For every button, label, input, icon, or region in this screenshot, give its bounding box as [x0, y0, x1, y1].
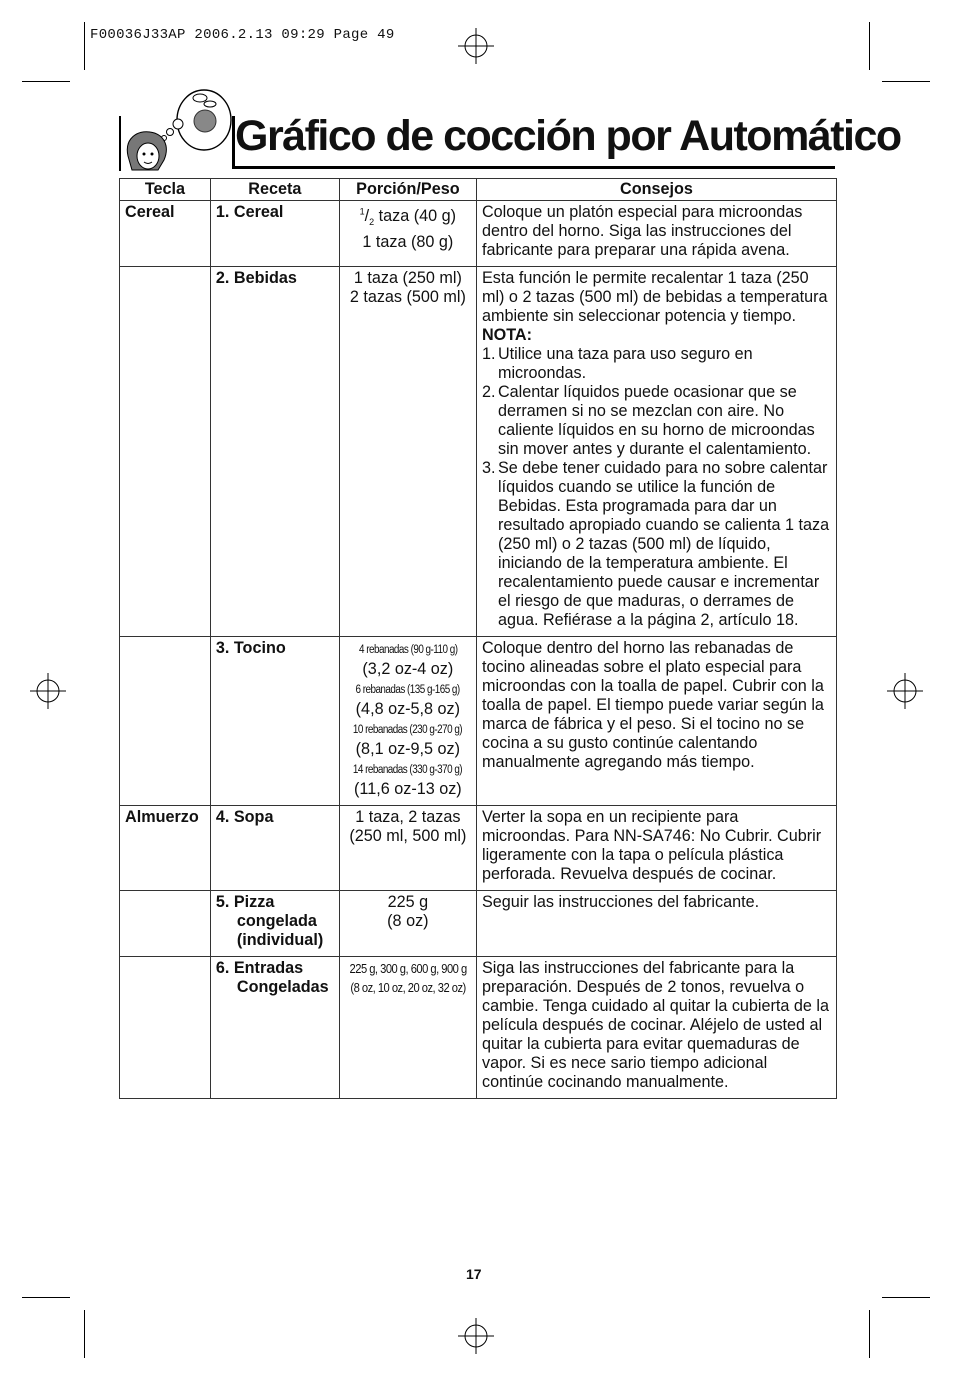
receta-line: 5. Pizza: [215, 893, 275, 911]
crop-mark: [84, 1310, 85, 1358]
porcion-tocino: [339, 637, 476, 806]
consejos-pizza: Seguir las instrucciones del fabricante.: [476, 891, 836, 957]
receta-cereal: 1. Cereal: [210, 201, 339, 267]
crop-mark: [22, 81, 70, 82]
consejos-bebidas: [476, 267, 836, 637]
crop-mark: [22, 1297, 70, 1298]
table-row: [120, 637, 837, 806]
receta-line: congelada: [236, 912, 317, 930]
porcion-pizza: [339, 891, 476, 957]
table-header-row: [120, 179, 837, 201]
porcion-small: 4 rebanadas (90 g-110 g): [358, 644, 458, 656]
crop-mark: [84, 22, 85, 70]
consejos-tocino: Coloque dentro del horno las rebanadas de tocino alineadas sobre el plato especial para microondas con la toalla de papel. Cubrir con la toalla de papel. El tiempo puede variar según la marca de fábrica y el peso. Si el tocino no se cocina a su gusto continúe calentando manualmente agregando más tiempo.: [476, 637, 836, 806]
list-item: [482, 345, 831, 383]
porcion-line: 1 taza (250 ml): [353, 269, 462, 287]
header-receta: Receta: [210, 179, 339, 201]
chef-mascot-icon: [118, 86, 236, 178]
consejos-cereal: Coloque un platón especial para microondas dentro del horno. Siga las instrucciones del fabricante para preparar una rápida avena.: [476, 201, 836, 267]
receta-tocino: 3. Tocino: [210, 637, 339, 806]
header-consejos: Consejos: [476, 179, 836, 201]
porcion-line: (8,1 oz-9,5 oz): [355, 740, 461, 758]
porcion-small: 6 rebanadas (135 g-165 g): [355, 684, 460, 696]
tecla-cereal: Cereal: [120, 201, 211, 267]
crop-mark: [869, 22, 870, 70]
crop-mark: [882, 81, 930, 82]
table-row: [120, 267, 837, 637]
porcion-small: 10 rebanadas (230 g-270 g): [353, 724, 463, 736]
porcion-line: taza (40 g): [374, 207, 457, 226]
porcion-cereal: $^1/_2$ taza (40 g) 1 taza (80 g): [339, 201, 476, 267]
cooking-chart-table: [119, 178, 837, 1099]
header-porcion: Porción/Peso: [339, 179, 476, 201]
receta-sopa: 4. Sopa: [210, 806, 339, 891]
porcion-sopa: [339, 806, 476, 891]
list-number: 3.: [481, 459, 496, 477]
tecla-empty: [120, 267, 211, 637]
frac-num: 1: [359, 207, 365, 217]
receta-line: Congeladas: [236, 978, 329, 996]
receta-pizza: [210, 891, 339, 957]
consejos-sopa: Verter la sopa en un recipiente para microondas. Para NN-SA746: No Cubrir. Cubrir ligeramente con la tapa o película plástica perforada. Revuelva después de cocinar.: [476, 806, 836, 891]
page-number: 17: [466, 1266, 482, 1282]
porcion-small: 225 g, 300 g, 600 g, 900 g: [349, 961, 467, 976]
tecla-empty: [120, 957, 211, 1099]
list-text: Utilice una taza para uso seguro en microondas.: [497, 345, 753, 382]
table-row: [120, 201, 837, 267]
registration-mark-icon: [458, 1318, 494, 1354]
porcion-line: 1 taza, 2 tazas: [355, 808, 461, 826]
page-title: Gráfico de cocción por Automático: [235, 112, 901, 160]
porcion-small: 14 rebanadas (330 g-370 g): [353, 764, 463, 776]
receta-line: (individual): [236, 931, 324, 949]
porcion-line: (3,2 oz-4 oz): [362, 660, 454, 678]
receta-entradas: [210, 957, 339, 1099]
receta-bebidas: 2. Bebidas: [210, 267, 339, 637]
porcion-line: (8 oz): [387, 912, 429, 930]
receta-line: 6. Entradas: [215, 959, 304, 977]
porcion-line: (11,6 oz-13 oz): [354, 780, 462, 798]
table-row: [120, 957, 837, 1099]
registration-mark-icon: [458, 28, 494, 64]
list-item: [482, 459, 831, 630]
list-text: Se debe tener cuidado para no sobre calentar líquidos cuando se utilice la función de Bebidas. Esta programada para dar un resultado apropiado cuando se calienta 1 taza (250 ml) o 2 tazas (500 ml) de líquido, iniciando de la temperatura ambiente. El recalentamiento puede causar e incrementar el riesgo de que maduras, o derrames de agua. Refiérase a la página 2, artículo 18.: [497, 459, 830, 629]
crop-mark: [869, 1310, 870, 1358]
tecla-empty: [120, 637, 211, 806]
printer-slug: F00036J33AP 2006.2.13 09:29 Page 49: [90, 27, 395, 43]
porcion-line: (250 ml, 500 ml): [349, 827, 467, 845]
consejos-entradas: Siga las instrucciones del fabricante para la preparación. Después de 2 tonos, revuelva o cambie. Tenga cuidado al quitar la cubierta de la película después de cocinar. Aléjelo de usted al quitar la cubierta para evitar quemaduras de vapor. Si es nece sario tiempo adicional continúe cocinando manualmente.: [476, 957, 836, 1099]
porcion-bebidas: [339, 267, 476, 637]
consejos-text: Esta función le permite recalentar 1 taza (250 ml) o 2 tazas (500 ml) de bebidas a temperatura ambiente sin seleccionar potencia y tiempo.: [481, 269, 828, 325]
registration-mark-icon: [30, 673, 66, 709]
registration-mark-icon: [887, 673, 923, 709]
porcion-line: (4,8 oz-5,8 oz): [355, 700, 461, 718]
list-item: [482, 383, 831, 459]
list-text: Calentar líquidos puede ocasionar que se derramen si no se mezclan con aire. No caliente líquidos en su horno de microondas sin mover antes y durante el calentamiento.: [497, 383, 815, 458]
porcion-entradas: [339, 957, 476, 1099]
header-tecla: Tecla: [120, 179, 211, 201]
list-number: 2.: [481, 383, 496, 401]
crop-mark: [882, 1297, 930, 1298]
list-number: 1.: [481, 345, 496, 363]
porcion-line: 1 taza (80 g): [362, 232, 454, 251]
porcion-small: (8 oz, 10 oz, 20 oz, 32 oz): [350, 980, 466, 995]
tecla-empty: [120, 891, 211, 957]
nota-label: NOTA:: [481, 326, 533, 344]
porcion-line: 2 tazas (500 ml): [349, 288, 466, 306]
frac-den: 2: [369, 217, 375, 228]
tecla-almuerzo: Almuerzo: [120, 806, 211, 891]
table-row: [120, 891, 837, 957]
porcion-line: 225 g: [387, 893, 429, 911]
table-row: [120, 806, 837, 891]
